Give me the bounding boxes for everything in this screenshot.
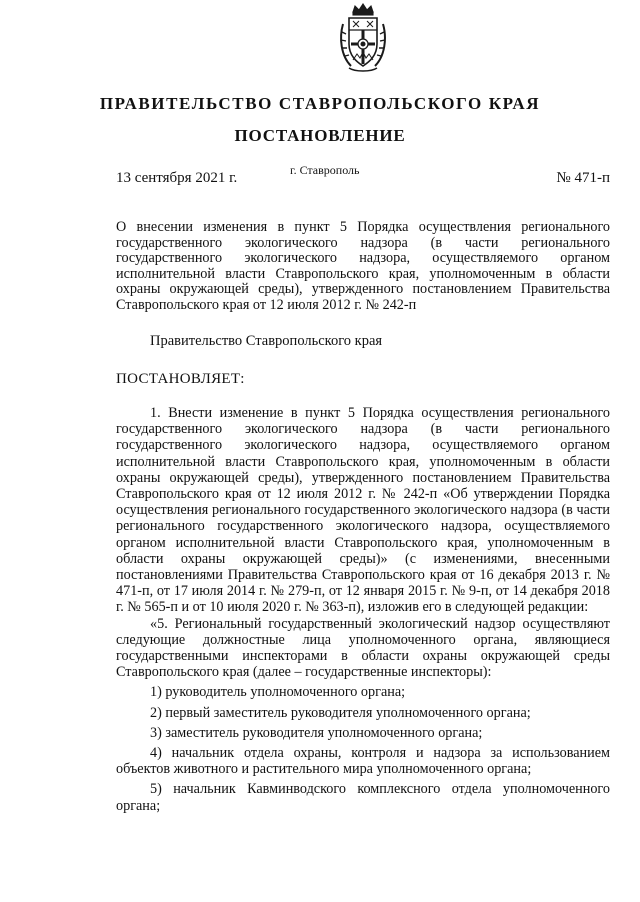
resolves-heading: ПОСТАНОВЛЯЕТ: (116, 371, 245, 387)
coat-of-arms-icon (335, 2, 391, 74)
body-paragraph: «5. Региональный государственный экологический надзор осуществляют следующие должностные лица уполномоченного органа, являющиеся государственными инспекторами в области охраны окружающей среды Ставропольского края (далее – государственные инспекторы): (116, 615, 610, 681)
document-subject: О внесении изменения в пункт 5 Порядка осуществления регионального государственного экологического надзора (в части регионального государственного экологического надзора, осуществляемого органом исполнительной власти Ставропольского края, уполномоченным в области охраны окружающей среды), утвержденного постановлением Правительства Ставропольского края от 12 июля 2012 г. № 242-п (116, 219, 610, 313)
list-item: 3) заместитель руководителя уполномоченного органа; (150, 724, 483, 741)
body-paragraph: 1. Внести изменение в пункт 5 Порядка осуществления регионального государственного экологического надзора (в части регионального государственного экологического надзора, осуществляемого органом исполнительной власти Ставропольского края, уполномоченным в области охраны окружающей среды), утвержденного постановлением Правительства Ставропольского края от 12 июля 2012 г. № 242-п «Об утверждении Порядка осуществления регионального государственного экологического надзора (в части регионального государственного экологического надзора, осуществляемого органом исполнительной власти Ставропольского края, уполномоченным в области охраны окружающей среды)» (с изменениями, внесенными постановлениями Правительства Ставропольского края от 16 декабря 2013 г. № 471-п, от 17 июля 2014 г. № 279-п, от 12 января 2015 г. № 9-п, от 14 декабря 2018 г. № 565-п и от 10 июля 2020 г. № 363-п), изложив его в следующей редакции: (116, 405, 610, 616)
organization-title: ПРАВИТЕЛЬСТВО СТАВРОПОЛЬСКОГО КРАЯ (99, 94, 541, 113)
list-item: 2) первый заместитель руководителя уполномоченного органа; (150, 704, 531, 721)
document-body (116, 405, 610, 814)
document-date: 13 сентября 2021 г. (116, 170, 238, 186)
document-city: г. Ставрополь (290, 163, 360, 177)
list-item: 4) начальник отдела охраны, контроля и надзора за использованием объектов животного и растительного мира уполномоченного органа; (116, 745, 610, 778)
list-item: 5) начальник Кавминводского комплексного отдела уполномоченного органа; (116, 781, 610, 814)
list-item: 1) руководитель уполномоченного органа; (150, 684, 406, 701)
preamble: Правительство Ставропольского края (150, 333, 383, 349)
document-type: ПОСТАНОВЛЕНИЕ (234, 126, 406, 145)
document-number: № 471-п (556, 170, 610, 186)
